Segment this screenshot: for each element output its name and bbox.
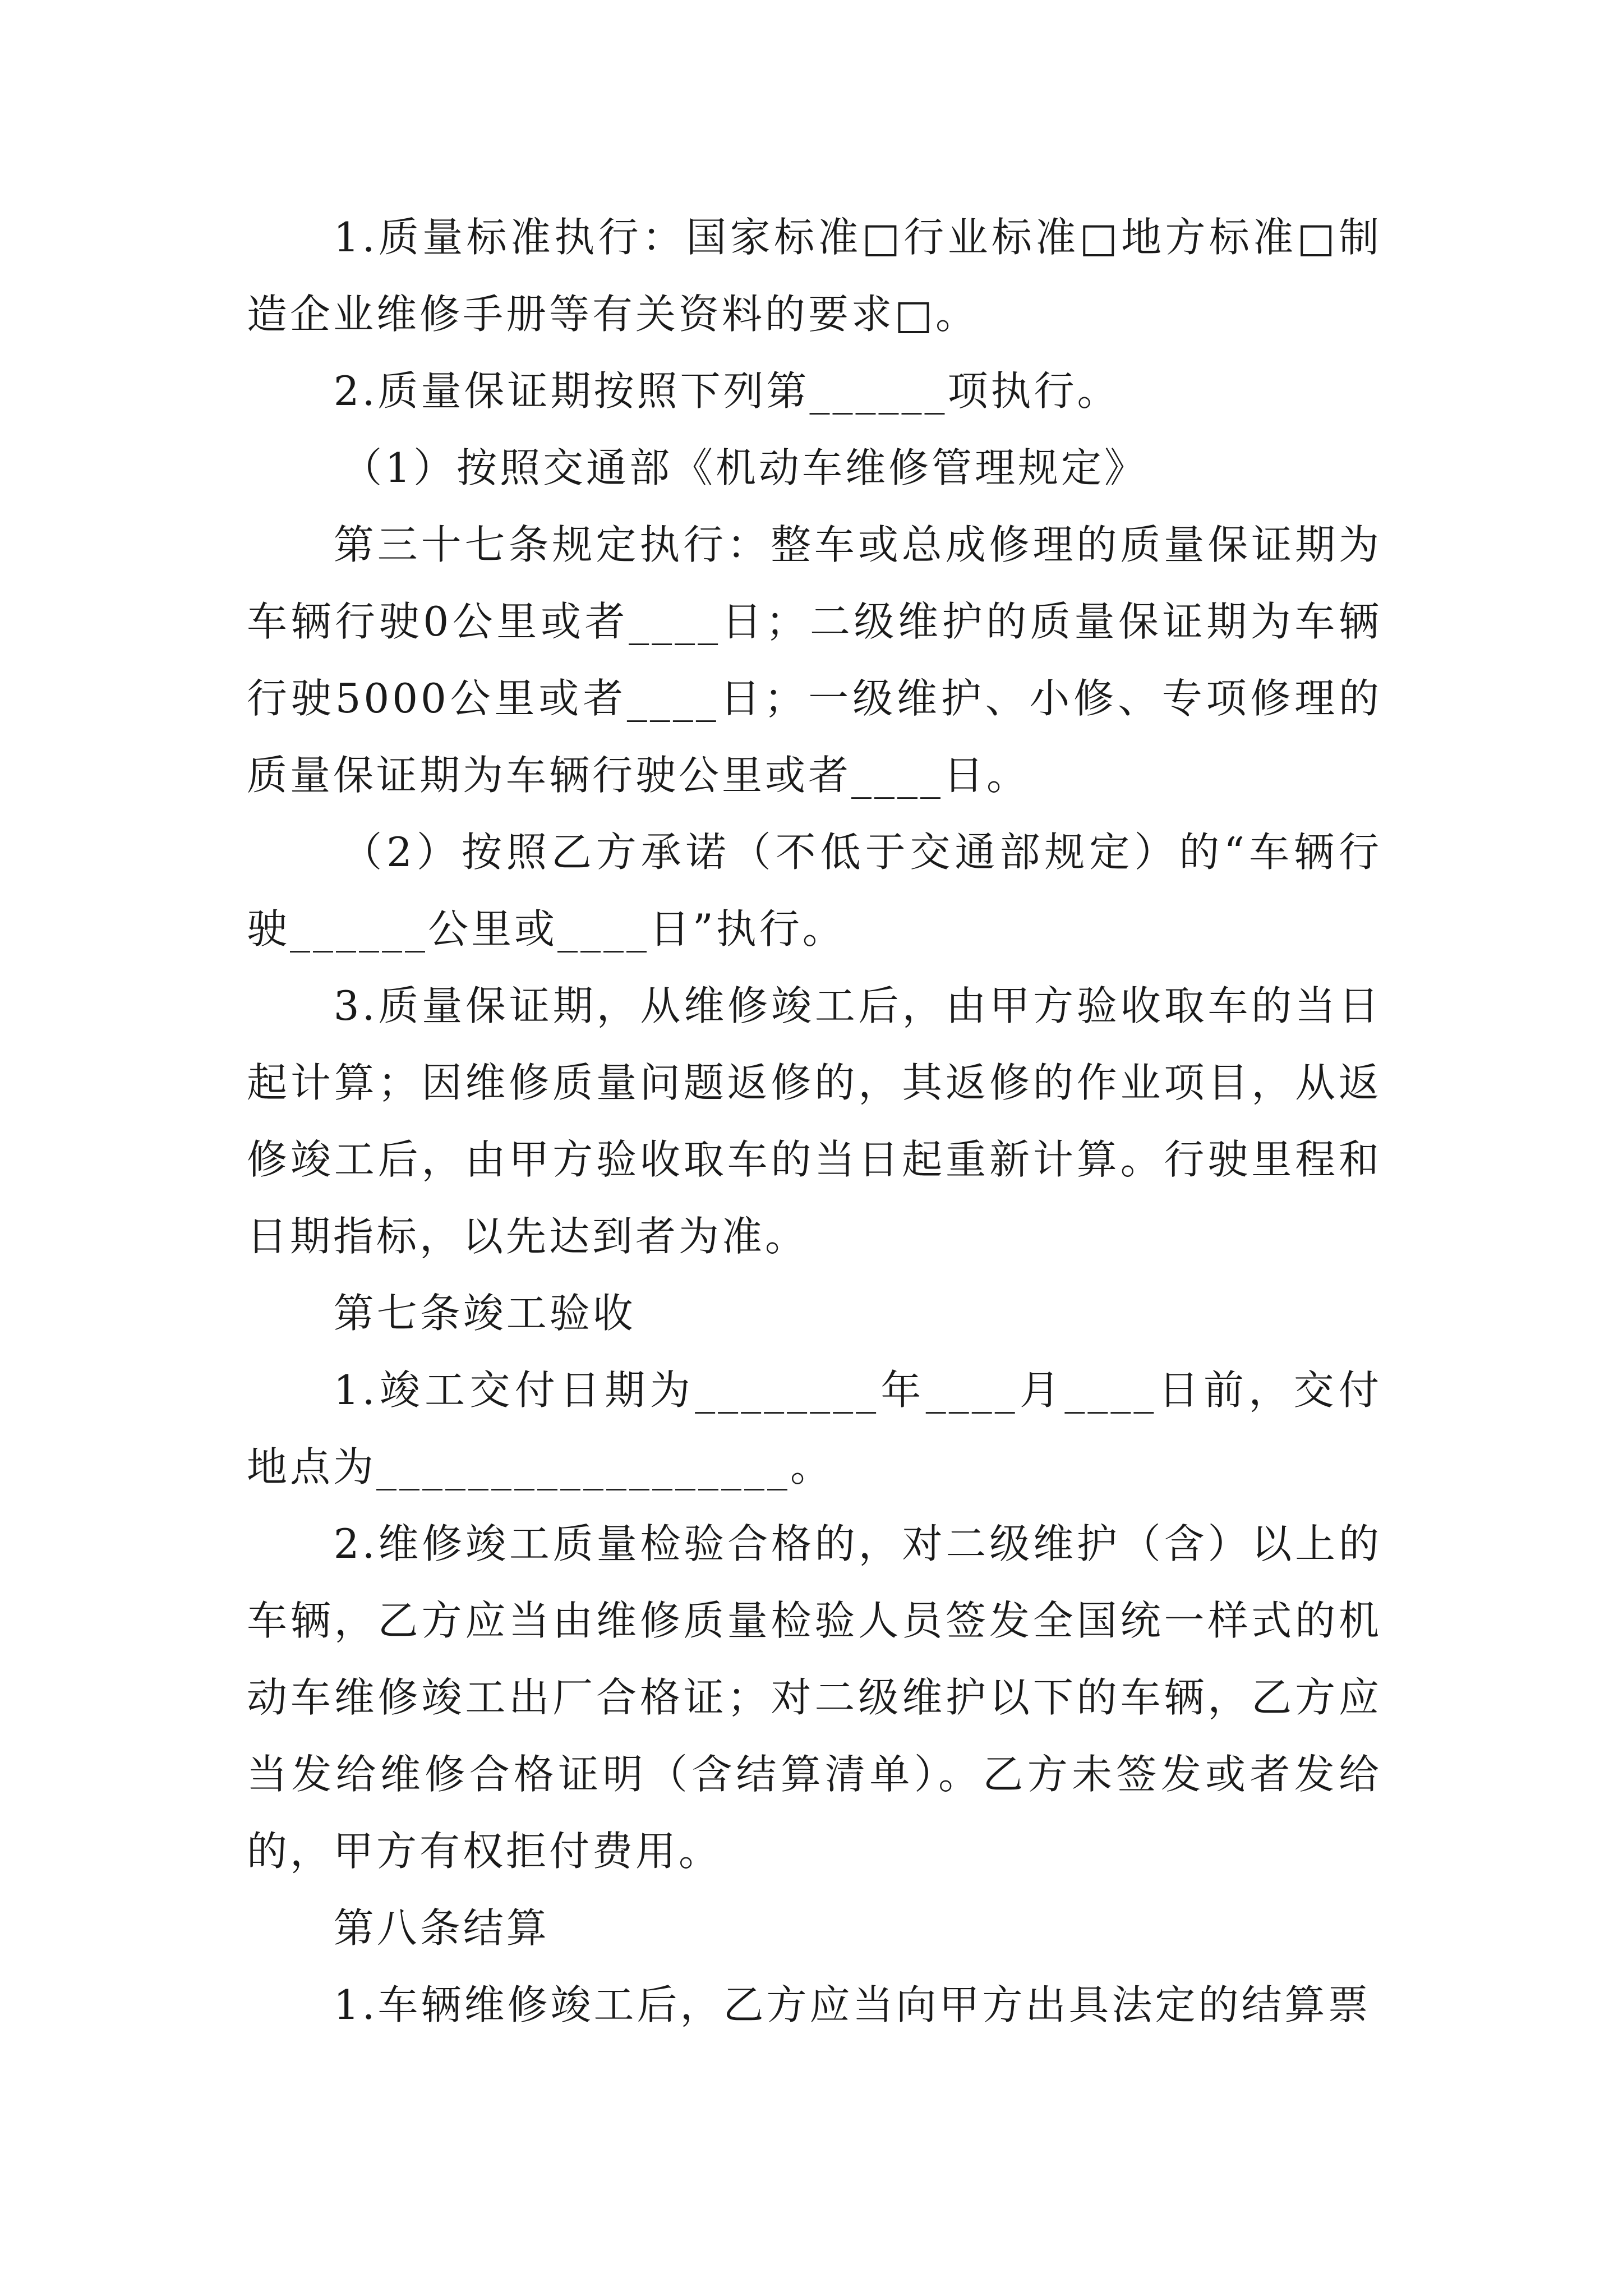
paragraph-delivery-date: 1.竣工交付日期为________年____月____日前，交付地点为__________________。 xyxy=(247,1366,1382,1490)
paragraph-warranty-period: 2.质量保证期按照下列第______项执行。 xyxy=(333,367,1121,415)
heading-article-7: 第七条竣工验收 xyxy=(333,1290,636,1337)
document-body xyxy=(247,199,1382,2044)
paragraph-option-1: （1）按照交通部《机动车维修管理规定》 xyxy=(342,444,1147,491)
heading-article-8: 第八条结算 xyxy=(333,1904,550,1952)
paragraph-option-2: （2）按照乙方承诺（不低于交通部规定）的“车辆行驶______公里或____日”执行。 xyxy=(247,829,1382,953)
paragraph-completion-certificate: 2.维修竣工质量检验合格的，对二级维护（含）以上的车辆，乙方应当由维修质量检验人员签发全国统一样式的机动车维修竣工出厂合格证；对二级维护以下的车辆，乙方应当发给维修合格证明（含结算清单）。乙方未签发或者发给的，甲方有权拒付费用。 xyxy=(247,1520,1382,1875)
paragraph-article-37: 第三十七条规定执行：整车或总成修理的质量保证期为车辆行驶0公里或者____日；二级维护的质量保证期为车辆行驶5000公里或者____日；一级维护、小修、专项修理的质量保证期为车辆行驶公里或者____日。 xyxy=(247,521,1382,799)
paragraph-warranty-calculation: 3.质量保证期，从维修竣工后，由甲方验收取车的当日起计算；因维修质量问题返修的，其返修的作业项目，从返修竣工后，由甲方验收取车的当日起重新计算。行驶里程和日期指标，以先达到者为准。 xyxy=(247,982,1382,1260)
paragraph-settlement: 1.车辆维修竣工后，乙方应当向甲方出具法定的结算票 xyxy=(333,1981,1371,2028)
paragraph-quality-standard: 1.质量标准执行：国家标准□行业标准□地方标准□制造企业维修手册等有关资料的要求□。 xyxy=(247,214,1382,338)
